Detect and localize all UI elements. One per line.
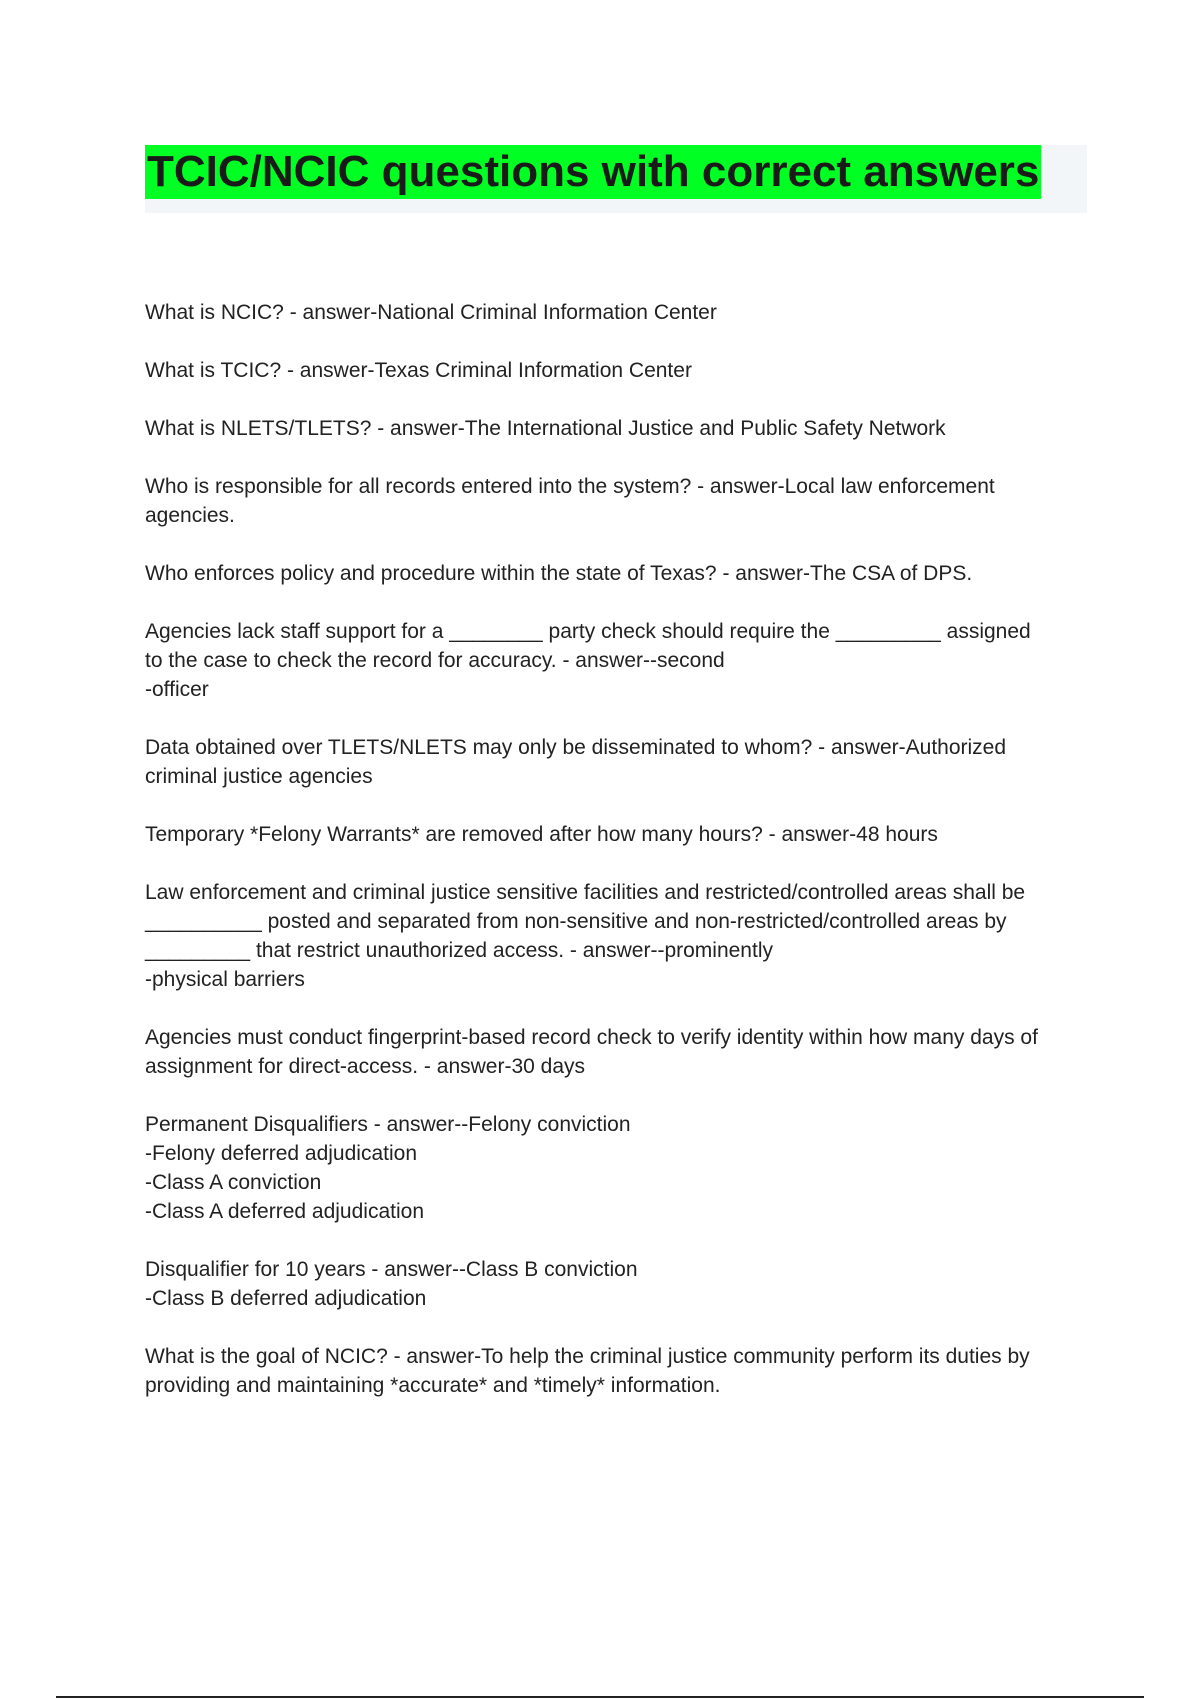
qa-item: Temporary *Felony Warrants* are removed after how many hours? - answer-48 hours — [145, 823, 938, 846]
footer-divider — [56, 1696, 1144, 1698]
qa-item: Agencies lack staff support for a ________ party check should require the _________ assigned to the case to check the record for accuracy. - answer--second -officer — [145, 620, 1031, 701]
qa-item: Agencies must conduct fingerprint-based record check to verify identity within how many days of assignment for direct-access. - answer-30 days — [145, 1026, 1038, 1078]
qa-item: Law enforcement and criminal justice sensitive facilities and restricted/controlled areas shall be __________ posted and separated from non-sensitive and non-restricted/controlled areas by _________ that restrict unauthorized access. - answer--prominently -physical barriers — [145, 881, 1026, 991]
page-title: TCIC/NCIC questions with correct answers — [145, 145, 1041, 199]
qa-item: Data obtained over TLETS/NLETS may only be disseminated to whom? - answer-Authorized criminal justice agencies — [145, 736, 1007, 788]
title-block — [145, 145, 1087, 213]
qa-list — [145, 298, 1095, 1429]
qa-item: Who is responsible for all records entered into the system? - answer-Local law enforcement agencies. — [145, 475, 995, 527]
qa-item: Disqualifier for 10 years - answer--Class B conviction -Class B deferred adjudication — [145, 1258, 638, 1310]
qa-item: What is NCIC? - answer-National Criminal Information Center — [145, 301, 717, 324]
qa-item: What is NLETS/TLETS? - answer-The International Justice and Public Safety Network — [145, 417, 946, 440]
qa-item: Permanent Disqualifiers - answer--Felony conviction -Felony deferred adjudication -Class A conviction -Class A deferred adjudication — [145, 1113, 631, 1223]
qa-item: What is the goal of NCIC? - answer-To help the criminal justice community perform its duties by providing and maintaining *accurate* and *timely* information. — [145, 1345, 1030, 1397]
qa-item: What is TCIC? - answer-Texas Criminal Information Center — [145, 359, 692, 382]
qa-item: Who enforces policy and procedure within the state of Texas? - answer-The CSA of DPS. — [145, 562, 973, 585]
